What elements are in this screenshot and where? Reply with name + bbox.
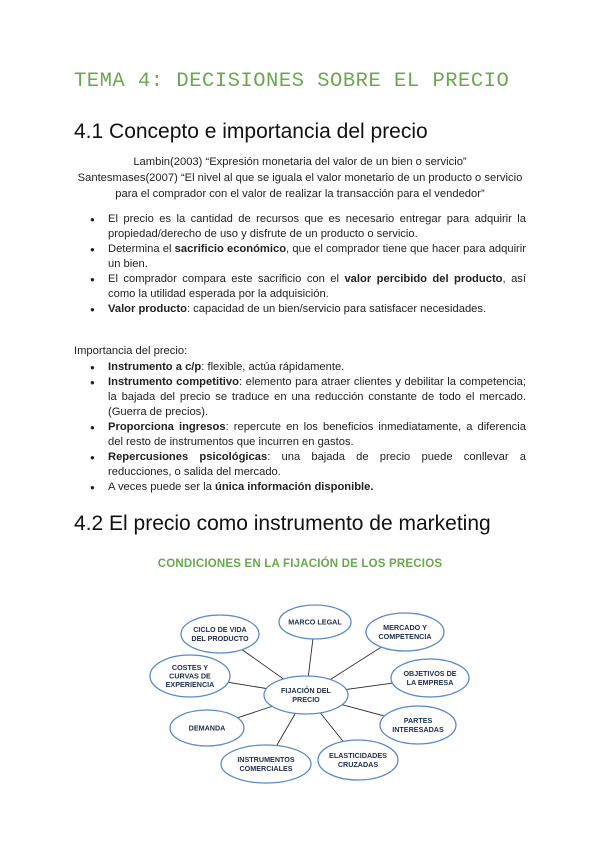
price-conditions-diagram (140, 598, 470, 788)
quote-lambin: Lambin(2003) “Expresión monetaria del valor de un bien o servicio” (133, 156, 467, 168)
node-costes-label: COSTES Y CURVAS DE EXPERIENCIA (165, 662, 215, 690)
node-marco (279, 605, 351, 639)
node-marco-label: MARCO LEGAL (288, 617, 342, 627)
list-item: ● Proporciona ingresos: repercute en los beneficios inmediatamente, a diferencia del resto de instrumentos que incurren en gastos. (74, 420, 526, 450)
quote-santesmases-cont: para el comprador con el valor de realizar la transacción para el vendedor” (115, 188, 485, 200)
node-demanda-label: DEMANDA (188, 723, 226, 733)
node-center (264, 676, 348, 714)
node-mercado (366, 613, 444, 651)
node-costes (150, 655, 230, 697)
list-item: ● A veces puede ser la única información disponible. (74, 480, 526, 495)
list-item: ● Instrumento competitivo: elemento para atraer clientes y debilitar la competencia; la bajada del precio se traduce en una reducción constante de todo el mercado. (Guerra de precios). (74, 375, 526, 420)
node-elasticidades-label: ELASTICIDADES CRUZADAS (329, 751, 387, 769)
definition-quotes (70, 154, 530, 202)
document-title: TEMA 4: DECISIONES SOBRE EL PRECIO (74, 70, 510, 93)
node-ciclo (181, 615, 259, 653)
price-concept-list (74, 212, 526, 317)
list-item: ● Determina el sacrificio económico, que el comprador tiene que hacer para adquirir un bien. (74, 242, 526, 272)
node-elasticidades (318, 740, 398, 780)
node-instrumentos (221, 745, 311, 783)
node-mercado-label: MERCADO Y COMPETENCIA (378, 623, 432, 641)
list-item: ● Repercusiones psicológicas: una bajada de precio puede conllevar a reducciones, o salida del mercado. (74, 450, 526, 480)
list-item: ● Valor producto: capacidad de un bien/servicio para satisfacer necesidades. (74, 302, 526, 317)
node-objetivos (391, 659, 469, 697)
importance-label: Importancia del precio: (74, 345, 188, 357)
quote-santesmases: Santesmases(2007) “El nivel al que se iguala el valor monetario de un producto o servicio (77, 172, 523, 184)
node-center-label: FIJACIÓN DEL PRECIO (281, 686, 331, 704)
node-partes (380, 706, 456, 744)
section-2-heading: 4.2 El precio como instrumento de marketing (74, 512, 491, 535)
list-item: ● El comprador compara este sacrificio con el valor percibido del producto, así como la utilidad esperada por la adquisición. (74, 272, 526, 302)
list-item: ● Instrumento a c/p: flexible, actúa rápidamente. (74, 360, 526, 375)
node-objetivos-label: OBJETIVOS DE LA EMPRESA (403, 669, 457, 687)
node-demanda (170, 710, 244, 746)
price-importance-list (74, 360, 526, 495)
diagram-title: CONDICIONES EN LA FIJACIÓN DE LOS PRECIOS (157, 558, 443, 570)
node-partes-label: PARTES INTERESADAS (392, 716, 444, 734)
section-1-heading: 4.1 Concepto e importancia del precio (74, 120, 428, 143)
node-instrumentos-label: INSTRUMENTOS COMERCIALES (237, 755, 295, 773)
node-ciclo-label: CICLO DE VIDA DEL PRODUCTO (191, 625, 249, 643)
list-item: ● El precio es la cantidad de recursos que es necesario entregar para adquirir la propiedad/derecho de uso y disfrute de un producto o servicio. (74, 212, 526, 242)
